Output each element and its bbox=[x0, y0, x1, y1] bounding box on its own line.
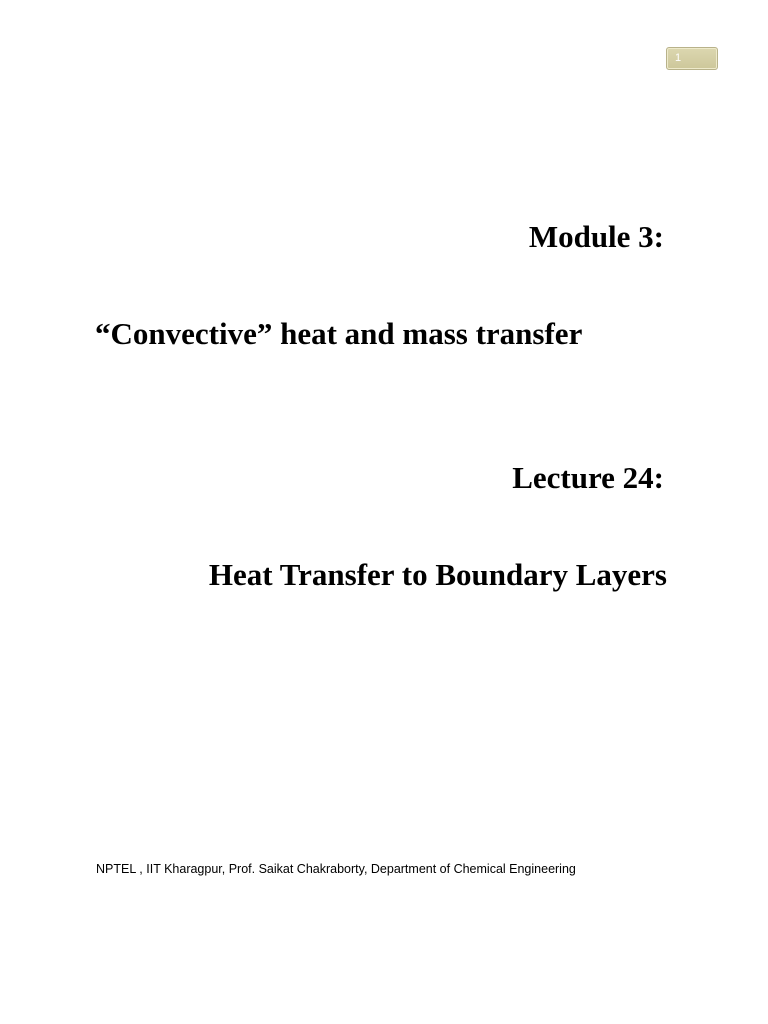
lecture-title: Heat Transfer to Boundary Layers bbox=[208, 557, 667, 592]
page-footer: NPTEL , IIT Kharagpur, Prof. Saikat Chakraborty, Department of Chemical Engineering bbox=[96, 862, 576, 876]
lecture-label: Lecture 24: bbox=[512, 460, 664, 495]
page-number-badge bbox=[666, 47, 718, 70]
module-label: Module 3: bbox=[528, 219, 664, 254]
module-title: “Convective” heat and mass transfer bbox=[95, 316, 583, 351]
page-number: 1 bbox=[675, 52, 682, 64]
